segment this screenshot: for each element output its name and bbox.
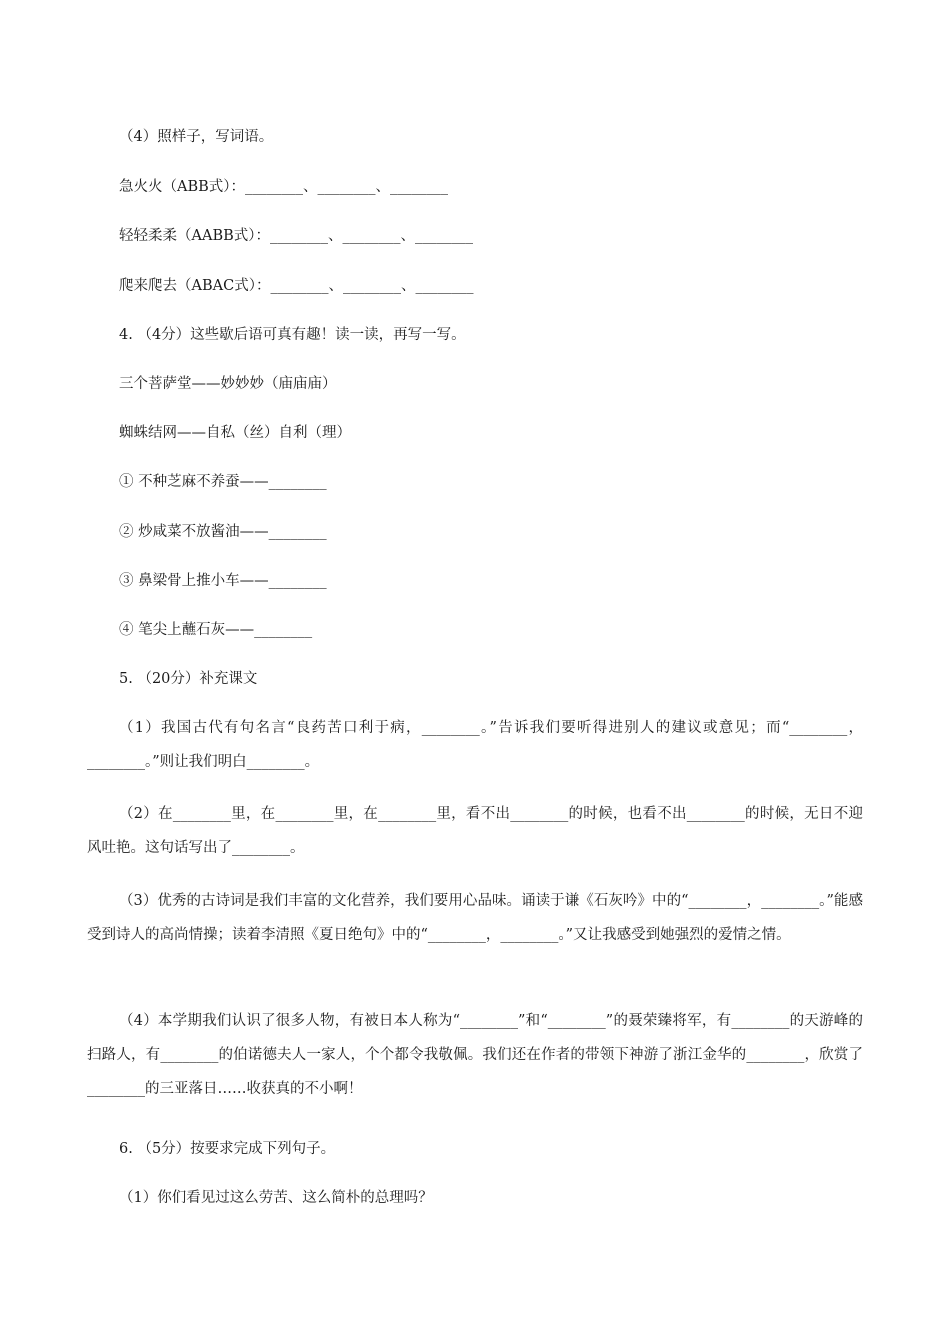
example-line-1: 三个菩萨堂——妙妙妙（庙庙庙） <box>119 376 337 392</box>
xiehouyu-item-2: ② 炒咸菜不放酱油——________ <box>119 524 327 540</box>
q5-part-3: （3）优秀的古诗词是我们丰富的文化营养，我们要用心品味。诵读于谦《石灰吟》中的“________，________。”能感受到诗人的高尚情操；读着李清照《夏日绝句》中的“________，________。”又让我感受到她强烈的爱情之情。 <box>87 893 863 943</box>
aabb-word-line: 轻轻柔柔（AABB式）：________、________、________ <box>119 228 474 244</box>
xiehouyu-item-4: ④ 笔尖上蘸石灰——________ <box>119 622 313 638</box>
xiehouyu-item-1: ① 不种芝麻不养蚕——________ <box>119 474 327 490</box>
sub-question-4-heading: （4）照样子，写词语。 <box>119 129 274 145</box>
abac-word-line: 爬来爬去（ABAC式）：________、________、________ <box>119 278 474 294</box>
question-6-heading: 6. （5分）按要求完成下列句子。 <box>119 1141 336 1157</box>
q5-part-1: （1）我国古代有句名言“良药苦口利于病，________。”告诉我们要听得进别人的建议或意见；而“________，________。”则让我们明白________。 <box>87 720 863 770</box>
example-line-2: 蜘蛛结网——自私（丝）自利（理） <box>119 425 351 441</box>
question-5-heading: 5. （20分）补充课文 <box>119 671 258 687</box>
question-4-heading: 4. （4分）这些歇后语可真有趣！读一读，再写一写。 <box>119 327 466 343</box>
q5-part-2: （2）在________里，在________里，在________里，看不出________的时候，也看不出________的时候，无日不迎风吐艳。这句话写出了________。 <box>87 806 863 856</box>
xiehouyu-item-3: ③ 鼻梁骨上推小车——________ <box>119 573 327 589</box>
abb-word-line: 急火火（ABB式）：________、________、________ <box>119 179 449 195</box>
q5-part-4: （4）本学期我们认识了很多人物，有被日本人称为“________”和“________”的聂荣臻将军，有________的天游峰的扫路人，有________的伯诺德夫人一家人，个个都令我敬佩。我们还在作者的带领下神游了浙江金华的________，欣赏了________的三亚落日……收获真的不小啊！ <box>87 1013 863 1097</box>
q6-part-1: （1）你们看见过这么劳苦、这么简朴的总理吗？ <box>119 1190 433 1206</box>
